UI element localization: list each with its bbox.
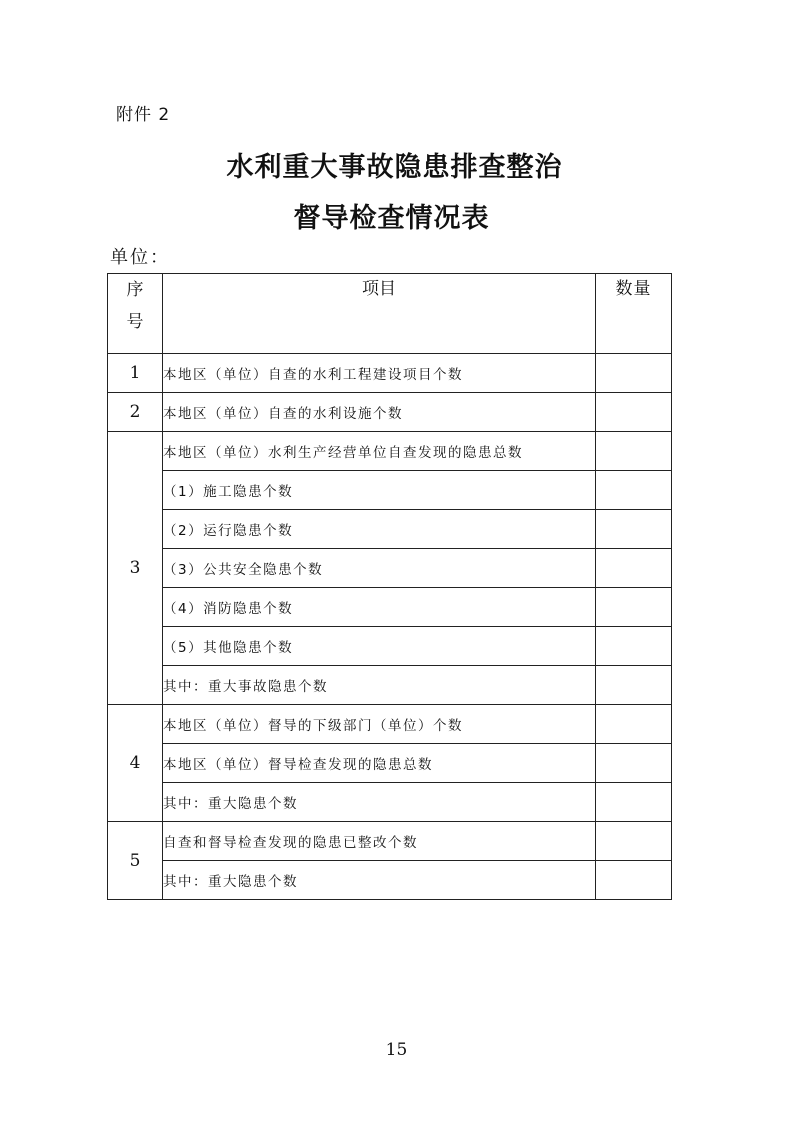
table-row xyxy=(108,432,672,471)
item-cell: 其中：重大隐患个数 xyxy=(163,861,596,900)
table-header-row xyxy=(108,274,672,354)
attachment-label: 附件 2 xyxy=(116,105,171,125)
seq-cell: 5 xyxy=(108,822,163,900)
item-cell: 本地区（单位）自查的水利设施个数 xyxy=(163,393,596,432)
table-row xyxy=(108,705,672,744)
item-cell: 本地区（单位）督导的下级部门（单位）个数 xyxy=(163,705,596,744)
page-number: 15 xyxy=(385,1040,408,1060)
header-seq-line2: 号 xyxy=(126,312,144,332)
table-row xyxy=(108,627,672,666)
table-row xyxy=(108,861,672,900)
header-seq-line1: 序 xyxy=(126,280,144,300)
item-cell: 本地区（单位）自查的水利工程建设项目个数 xyxy=(163,354,596,393)
quantity-cell[interactable] xyxy=(596,432,672,471)
item-cell: （4）消防隐患个数 xyxy=(163,588,596,627)
quantity-cell[interactable] xyxy=(596,744,672,783)
item-cell: 其中：重大事故隐患个数 xyxy=(163,666,596,705)
item-cell: 自查和督导检查发现的隐患已整改个数 xyxy=(163,822,596,861)
quantity-cell[interactable] xyxy=(596,549,672,588)
table-row xyxy=(108,510,672,549)
quantity-cell[interactable] xyxy=(596,627,672,666)
quantity-cell[interactable] xyxy=(596,354,672,393)
quantity-cell[interactable] xyxy=(596,861,672,900)
table-row xyxy=(108,822,672,861)
quantity-cell[interactable] xyxy=(596,705,672,744)
item-cell: （5）其他隐患个数 xyxy=(163,627,596,666)
header-seq xyxy=(108,274,163,354)
document-title-line1: 水利重大事故隐患排查整治 xyxy=(226,152,563,183)
table-row xyxy=(108,783,672,822)
quantity-cell[interactable] xyxy=(596,510,672,549)
quantity-cell[interactable] xyxy=(596,666,672,705)
item-cell: 本地区（单位）督导检查发现的隐患总数 xyxy=(163,744,596,783)
item-cell: （1）施工隐患个数 xyxy=(163,471,596,510)
document-title-line2: 督导检查情况表 xyxy=(293,203,490,234)
seq-cell: 3 xyxy=(108,432,163,705)
table-row xyxy=(108,549,672,588)
item-cell: 其中：重大隐患个数 xyxy=(163,783,596,822)
inspection-table xyxy=(107,273,672,900)
seq-cell: 1 xyxy=(108,354,163,393)
seq-cell: 2 xyxy=(108,393,163,432)
table-row xyxy=(108,588,672,627)
unit-label: 单位： xyxy=(110,247,170,268)
quantity-cell[interactable] xyxy=(596,393,672,432)
table-row xyxy=(108,666,672,705)
item-cell: （2）运行隐患个数 xyxy=(163,510,596,549)
table-row xyxy=(108,354,672,393)
quantity-cell[interactable] xyxy=(596,783,672,822)
table-row xyxy=(108,471,672,510)
seq-cell: 4 xyxy=(108,705,163,822)
item-cell: （3）公共安全隐患个数 xyxy=(163,549,596,588)
table-row xyxy=(108,744,672,783)
item-cell: 本地区（单位）水利生产经营单位自查发现的隐患总数 xyxy=(163,432,596,471)
quantity-cell[interactable] xyxy=(596,822,672,861)
quantity-cell[interactable] xyxy=(596,471,672,510)
table-row xyxy=(108,393,672,432)
header-quantity: 数量 xyxy=(596,274,672,354)
header-item: 项目 xyxy=(163,274,596,354)
quantity-cell[interactable] xyxy=(596,588,672,627)
